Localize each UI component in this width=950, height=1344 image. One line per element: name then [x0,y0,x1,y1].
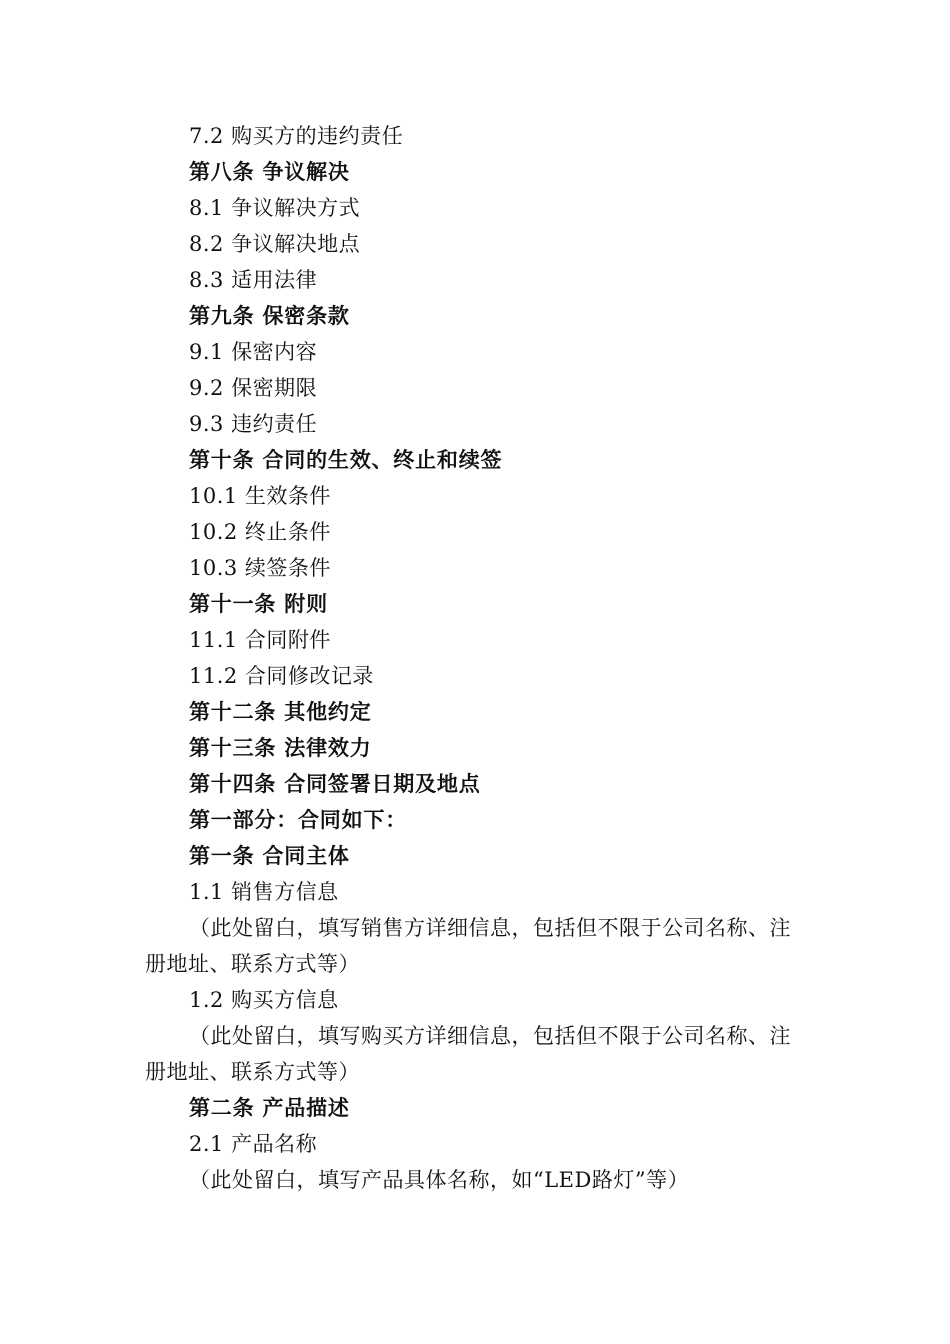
buyer-info-placeholder: （此处留白，填写购买方详细信息，包括但不限于公司名称、注册地址、联系方式等） [145,1024,791,1084]
article-11-heading: 第十一条 附则 [189,592,328,616]
clause-1-1: 1.1 销售方信息 [189,880,339,904]
clause-10-2: 10.2 终止条件 [189,520,331,544]
clause-10-1: 10.1 生效条件 [189,484,331,508]
part-1-heading: 第一部分：合同如下： [189,808,407,832]
article-2-heading: 第二条 产品描述 [189,1096,350,1120]
clause-9-3: 9.3 违约责任 [189,412,318,436]
article-1-heading: 第一条 合同主体 [189,844,350,868]
clause-1-2: 1.2 购买方信息 [189,988,339,1012]
article-10-heading: 第十条 合同的生效、终止和续签 [189,448,503,472]
clause-2-1: 2.1 产品名称 [189,1132,318,1156]
product-name-placeholder: （此处留白，填写产品具体名称，如“LED路灯”等） [189,1168,690,1192]
clause-11-1: 11.1 合同附件 [189,628,331,652]
clause-8-2: 8.2 争议解决地点 [189,232,361,256]
clause-11-2: 11.2 合同修改记录 [189,664,374,688]
seller-info-placeholder: （此处留白，填写销售方详细信息，包括但不限于公司名称、注册地址、联系方式等） [145,916,791,976]
article-8-heading: 第八条 争议解决 [189,160,350,184]
article-9-heading: 第九条 保密条款 [189,304,350,328]
clause-7-2: 7.2 购买方的违约责任 [189,124,404,148]
document-body [145,118,805,1198]
article-12-heading: 第十二条 其他约定 [189,700,372,724]
clause-8-1: 8.1 争议解决方式 [189,196,361,220]
clause-8-3: 8.3 适用法律 [189,268,318,292]
article-13-heading: 第十三条 法律效力 [189,736,372,760]
clause-9-2: 9.2 保密期限 [189,376,318,400]
clause-9-1: 9.1 保密内容 [189,340,318,364]
article-14-heading: 第十四条 合同签署日期及地点 [189,772,481,796]
clause-10-3: 10.3 续签条件 [189,556,331,580]
